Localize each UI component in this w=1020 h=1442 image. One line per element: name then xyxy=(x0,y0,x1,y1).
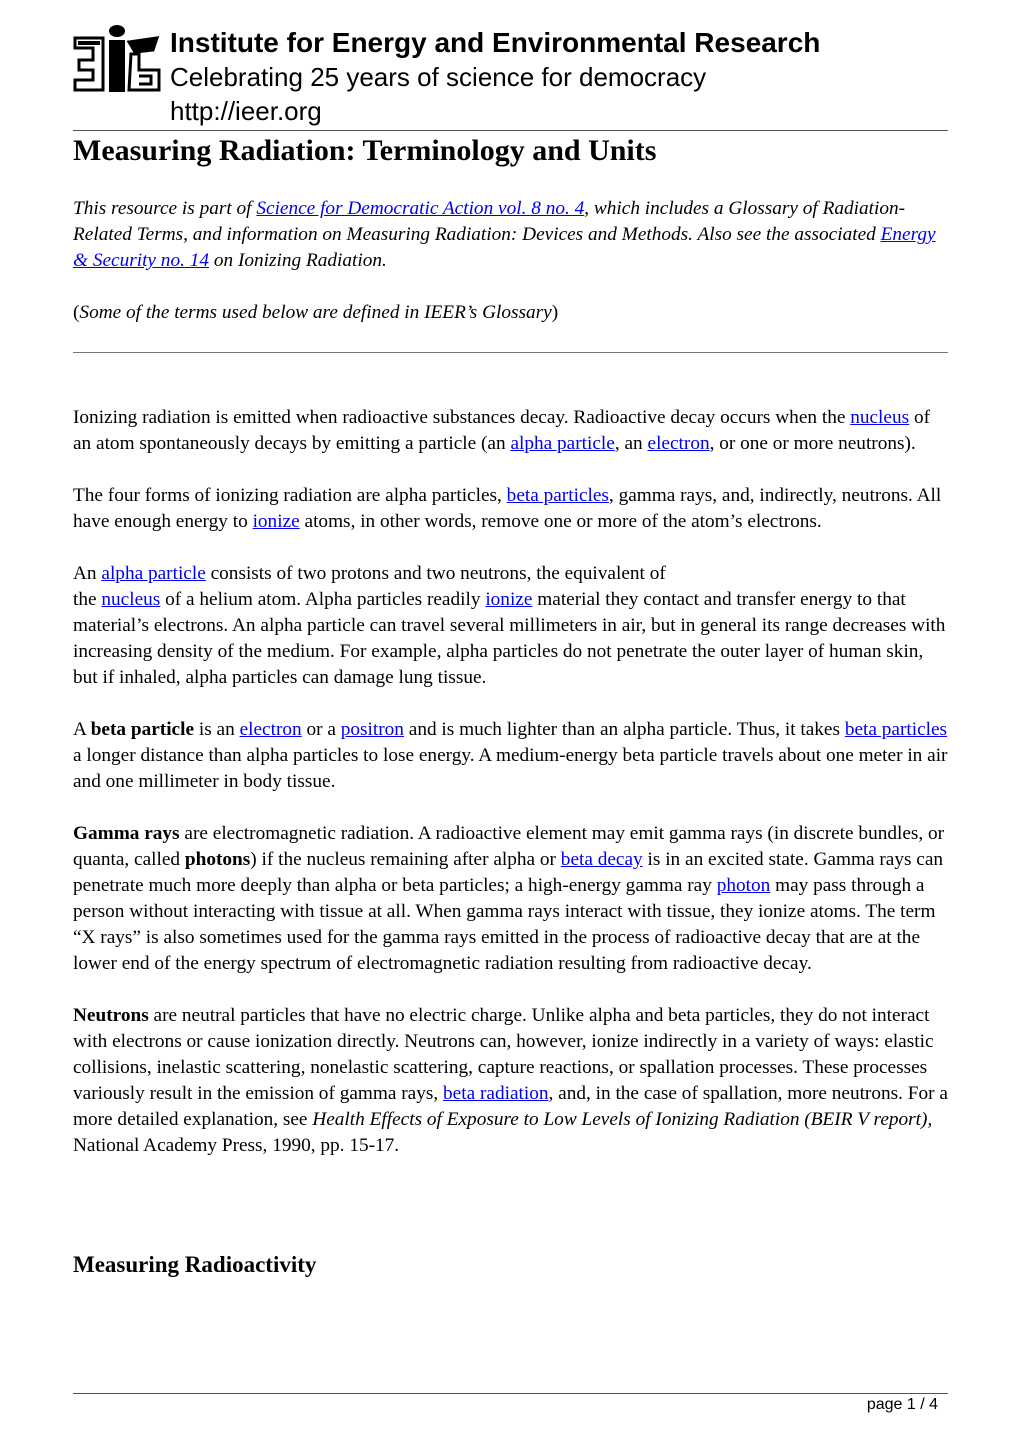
text-run: ( xyxy=(73,302,80,323)
page xyxy=(73,0,948,1277)
inline-link[interactable]: electron xyxy=(647,433,710,454)
inline-link[interactable]: nucleus xyxy=(101,589,161,610)
inline-link[interactable]: beta particles xyxy=(844,719,948,740)
body-paragraph xyxy=(73,1003,948,1159)
site-tagline: Celebrating 25 years of science for democracy xyxy=(170,62,707,92)
inline-link[interactable]: alpha particle xyxy=(510,433,615,454)
text-run: , which includes a Glossary of Radiation-Related Terms, and information on Measuring Radiation: Devices and Methods xyxy=(73,198,906,245)
citation-title: Health Effects of Exposure to Low Levels of Ionizing Radiation (BEIR V report), xyxy=(312,1109,933,1130)
text-run: is in an excited state. Gamma rays can penetrate much more deeply than alpha or beta particles; a high-energy gamma ray xyxy=(73,849,944,896)
text-run: consists of two protons and two neutrons, the equivalent of xyxy=(205,563,666,584)
text-run: , or one or more neutrons). xyxy=(709,433,916,454)
bold-term: Neutrons xyxy=(73,1005,149,1026)
glossary-note xyxy=(73,300,948,326)
section-divider xyxy=(73,352,948,353)
page-number: page 1 / 4 xyxy=(866,1396,938,1413)
inline-link[interactable]: Energy & Security no. 14 xyxy=(73,224,936,271)
body-paragraph xyxy=(73,405,948,457)
inline-link[interactable]: beta particles xyxy=(506,485,609,506)
text-run: material they contact and transfer energy to that material’s electrons. An alpha particle can travel several millimeters in air, but in general its range decreases with increasing density of the medium. For example, alpha particles do not penetrate the outer layer of human skin, but if inhaled, alpha particles can damage lung tissue. xyxy=(73,589,946,688)
inline-link[interactable]: beta decay xyxy=(560,849,643,870)
text-run: An xyxy=(73,563,102,584)
text-run: may pass through a person without interacting with tissue at all. When gamma rays interact with tissue, they ionize atoms. The term “X rays” is also sometimes used for the gamma rays emitted in the process of radioactive decay that are at the lower end of the energy spectrum of electromagnetic radiation resulting from radioactive decay. xyxy=(73,875,936,974)
inline-link[interactable]: electron xyxy=(239,719,302,740)
site-header xyxy=(73,0,948,131)
text-run: are electromagnetic radiation. A radioactive element may emit gamma rays (in discrete bundles, or quanta, called xyxy=(73,823,945,870)
text-run: of an atom spontaneously decays by emitting a particle (an xyxy=(73,407,931,454)
text-run: is an xyxy=(194,719,240,740)
inline-link[interactable]: ionize xyxy=(252,511,300,532)
body-paragraph xyxy=(73,717,948,795)
inline-link[interactable]: positron xyxy=(340,719,404,740)
inline-link[interactable]: nucleus xyxy=(850,407,910,428)
text-run: , gamma rays, and, indirectly, neutrons. All have enough energy to xyxy=(73,485,942,532)
text-run: ) if the nucleus remaining after alpha or xyxy=(250,849,561,870)
text-run: , and, in the case of spallation, more neutrons. For a more detailed explanation, see xyxy=(73,1083,948,1130)
inline-link[interactable]: beta radiation xyxy=(443,1083,549,1104)
inline-link[interactable]: photon xyxy=(716,875,771,896)
body-paragraph xyxy=(73,821,948,977)
text-run: This resource is part of xyxy=(73,198,257,219)
intro-paragraph xyxy=(73,196,948,274)
text-run: the xyxy=(73,589,102,610)
footer-divider xyxy=(73,1393,948,1394)
text-run: National Academy Press, 1990, pp. 15-17. xyxy=(73,1135,400,1156)
text-run: and is much lighter than an alpha particle. Thus, it takes xyxy=(403,719,845,740)
article-body xyxy=(73,196,948,1185)
text-run: on Ionizing Radiation. xyxy=(209,250,387,271)
body-paragraph xyxy=(73,483,948,535)
text-run: are neutral particles that have no electric charge. Unlike alpha and beta particles, they do not interact with electrons or cause ionization directly. Neutrons can, however, ionize indirectly in a variety of ways: elastic collisions, inelastic scattering, nonelastic scattering, capture reactions, or spallation processes. These processes variously result in the emission of gamma rays, xyxy=(73,1005,934,1104)
bold-term: beta particle xyxy=(90,719,195,740)
body-paragraph xyxy=(73,561,948,691)
header-divider xyxy=(73,130,948,131)
text-run: Some of the terms used below are defined in IEER’s Glossary xyxy=(79,302,552,323)
text-run: The four forms of ionizing radiation are alpha particles, xyxy=(73,485,507,506)
site-url-link[interactable]: http://ieer.org xyxy=(170,96,322,126)
text-run: a longer distance than alpha particles to lose energy. A medium-energy beta particle travels about one meter in air and one millimeter in body tissue. xyxy=(73,745,948,792)
text-run: atoms, in other words, remove one or more of the atom’s electrons. xyxy=(299,511,822,532)
bold-term: photons xyxy=(184,849,251,870)
text-run: , an xyxy=(614,433,648,454)
text-run: Ionizing radiation is emitted when radioactive substances decay. Radioactive decay occurs when the xyxy=(73,407,851,428)
bold-term: Gamma rays xyxy=(73,823,180,844)
text-run: or a xyxy=(301,719,341,740)
section-heading: Measuring Radioactivity xyxy=(73,1252,317,1277)
text-run: ) xyxy=(551,302,559,323)
ieer-logo-icon xyxy=(73,24,161,94)
inline-link[interactable]: alpha particle xyxy=(101,563,206,584)
inline-link[interactable]: Science for Democratic Action vol. 8 no. 4 xyxy=(256,198,585,219)
text-run: of a helium atom. Alpha particles readily xyxy=(160,589,486,610)
text-run: . Also see the associated xyxy=(688,224,881,245)
inline-link[interactable]: ionize xyxy=(485,589,533,610)
text-run: A xyxy=(73,719,91,740)
site-title: Institute for Energy and Environmental Research xyxy=(170,27,821,58)
page-title: Measuring Radiation: Terminology and Units xyxy=(73,134,657,167)
